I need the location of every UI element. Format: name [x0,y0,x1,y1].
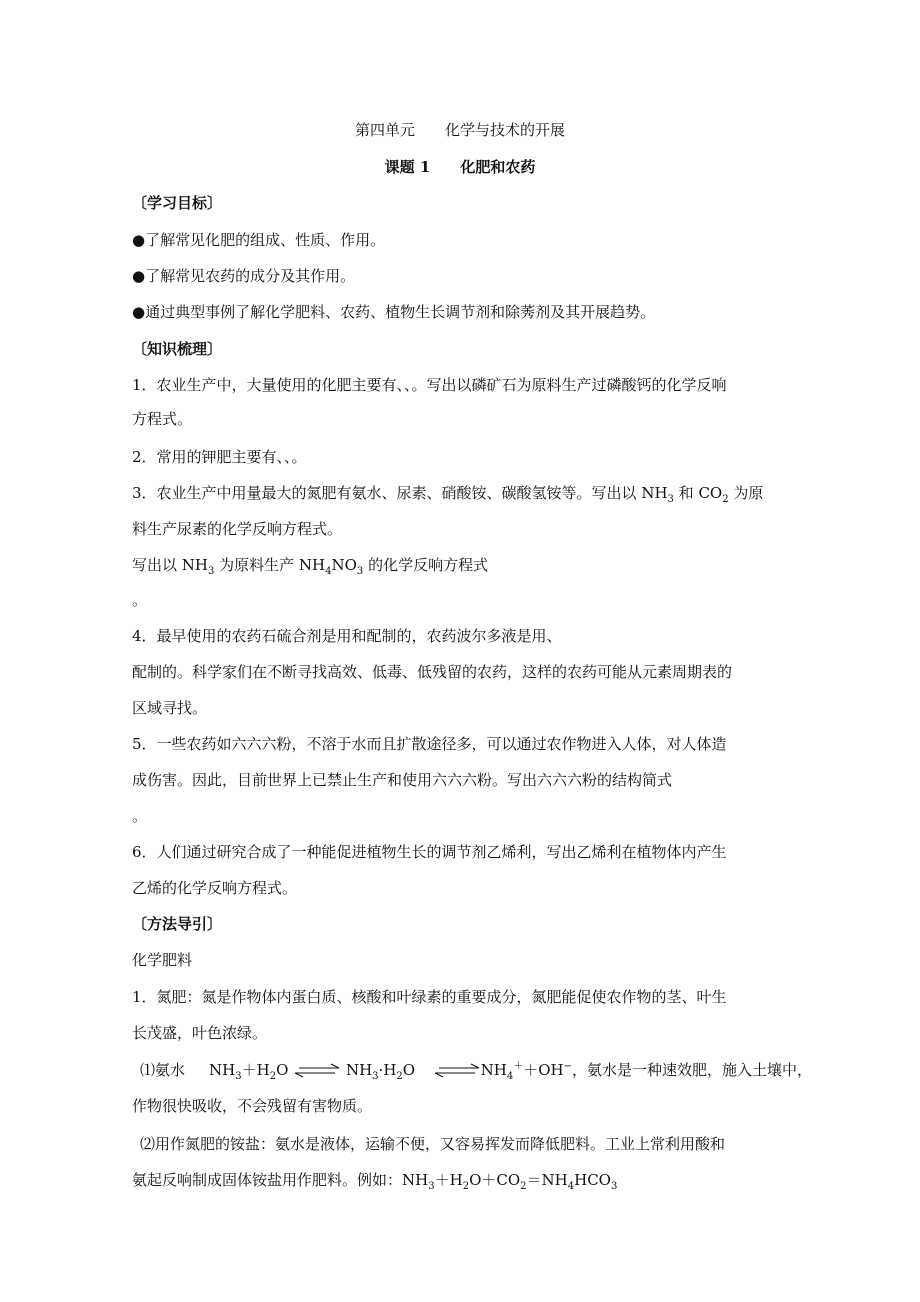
knowledge-item-1: 1．农业生产中，大量使用的化肥主要有、、。写出以磷矿石为原料生产过磷酸钙的化学反响 [132,376,727,394]
knowledge-item-4-cont: 区域寻找。 [132,699,208,717]
subscript: 2 [396,1071,403,1082]
formula-segment: NH [345,1061,373,1079]
ammonium-salt-item: ⑵用作氮肥的铵盐：氨水是液体，运输不便，又容易挥发而降低肥料。工业上常利用酸和 [140,1135,726,1153]
text-segment: 写出以 NH [132,556,208,574]
text-segment: 为原 [728,484,764,502]
superscript: − [563,1061,573,1072]
subscript: 3 [207,566,215,577]
formula-segment: O [276,1061,289,1079]
knowledge-item-3 [132,483,763,503]
period-mark: 。 [132,591,148,609]
equilibrium-arrow-icon [293,1061,341,1081]
subscript: 3 [235,1071,242,1082]
formula-segment: ＋OH [523,1061,564,1079]
text-segment: 的化学反响方程式 [363,556,489,574]
knowledge-item-3-ammonium-nitrate [132,555,488,575]
text-segment: ，氨水是一种速效肥，施入土壤中， [572,1061,813,1079]
ammonium-salt-item-cont [132,1170,617,1190]
knowledge-item-6: 6．人们通过研究合成了一种能促进植物生长的调节剂乙烯利，写出乙烯利在植物体内产生 [132,843,727,861]
subscript: 3 [667,494,674,505]
knowledge-item-5-cont: 成伤害。因此，目前世界上已禁止生产和使用六六六粉。写出六六六粉的结构简式 [132,771,673,789]
knowledge-item-5: 5．一些农药如六六六粉，不溶于水而且扩散途径多，可以通过农作物进入人体，对人体造 [132,735,727,753]
section-heading-goals: 〔学习目标〕 [132,194,223,212]
ammonia-label: ⑴氨水 [140,1061,186,1079]
text-segment: 氨起反响制成固体铵盐用作肥料。例如：NH [132,1171,429,1189]
goal-item: ●通过典型事例了解化学肥料、农药、植物生长调节剂和除莠剂及其开展趋势。 [132,303,656,321]
formula-segment: O＋CO [469,1171,521,1189]
formula-segment: NH [480,1061,507,1079]
period-mark: 。 [132,807,148,825]
goal-item: ●了解常见农药的成分及其作用。 [132,267,356,285]
text-segment: 和 CO [673,484,723,502]
formula-segment: ·H [378,1061,397,1079]
formula-segment: O [402,1061,416,1079]
equilibrium-arrow-icon [433,1061,481,1081]
nitrogen-fertilizer-item-cont: 长茂盛，叶色浓绿。 [132,1024,268,1042]
subscript: 3 [610,1181,618,1192]
knowledge-item-3-cont: 料生产尿素的化学反响方程式。 [132,520,343,538]
ammonia-equation-line-cont: 作物很快吸收，不会残留有害物质。 [132,1097,373,1115]
section-heading-knowledge: 〔知识梳理〕 [132,340,223,358]
subscript: 2 [722,494,729,505]
formula-segment: ＋H [434,1171,463,1189]
subscript: 4 [567,1181,575,1192]
text-segment: 3．农业生产中用量最大的氮肥有氨水、尿素、硝酸铵、碳酸氢铵等。写出以 NH [132,484,668,502]
knowledge-item-6-cont: 乙烯的化学反响方程式。 [132,879,298,897]
formula-segment: ＝NH [526,1171,568,1189]
subscript: 2 [520,1181,527,1192]
formula-segment: HCO [574,1171,611,1189]
unit-title: 第四单元 化学与技术的开展 [354,121,565,139]
superscript: ＋ [513,1061,524,1072]
subscript: 4 [325,566,332,577]
nitrogen-fertilizer-item: 1．氮肥：氮是作物体内蛋白质、核酸和叶绿素的重要成分，氮肥能促使农作物的茎、叶生 [132,988,727,1006]
subscript: 3 [372,1071,379,1082]
lesson-title: 课题 1 化肥和农药 [384,158,536,176]
method-heading: 化学肥料 [132,951,193,969]
subscript: 3 [356,566,364,577]
formula-segment: NH [209,1061,236,1079]
ammonia-equation-line [140,1060,812,1081]
subscript: 4 [506,1071,514,1082]
text-segment: 为原料生产 NH [214,556,326,574]
text-segment: NO [331,556,357,574]
subscript: 2 [462,1181,470,1192]
section-heading-method: 〔方法导引〕 [132,915,223,933]
knowledge-item-4-cont: 配制的。科学家们在不断寻找高效、低毒、低残留的农药，这样的农药可能从元素周期表的 [132,663,733,681]
knowledge-item-1-cont: 方程式。 [132,410,193,428]
goal-item: ●了解常见化肥的组成、性质、作用。 [132,231,386,249]
knowledge-item-4: 4．最早使用的农药石硫合剂是用和配制的，农药波尔多液是用、 [132,627,562,645]
subscript: 2 [269,1071,277,1082]
knowledge-item-2: 2．常用的钾肥主要有、、。 [132,448,307,466]
formula-segment: ＋H [241,1061,270,1079]
subscript: 3 [428,1181,435,1192]
